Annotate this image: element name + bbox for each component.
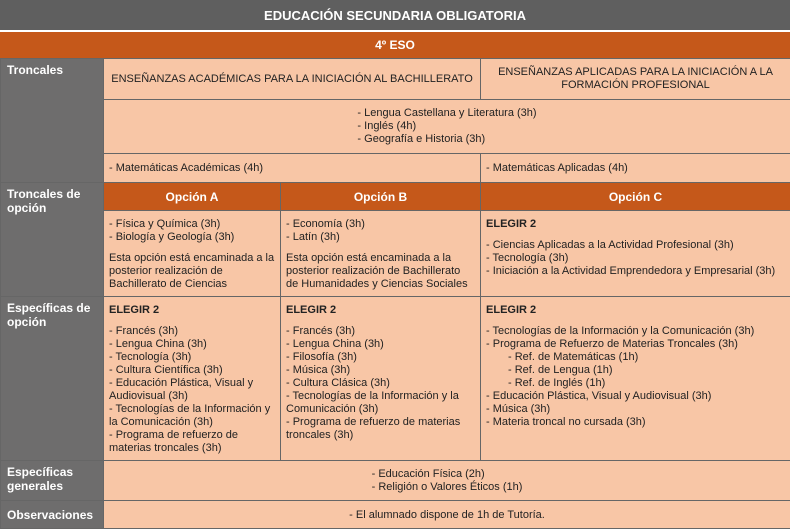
row-label-troncales: Troncales [1, 59, 104, 183]
list-item: - Lengua China (3h) [286, 338, 475, 351]
list-item: - Lengua China (3h) [109, 338, 275, 351]
opcion-a-header: Opción A [104, 183, 281, 211]
list-item: - Música (3h) [486, 403, 785, 416]
list-item: - Programa de refuerzo de materias troncales (3h) [109, 429, 275, 455]
list-item: - Inglés (4h) [357, 120, 536, 133]
list-item: - Economía (3h) [286, 218, 475, 231]
row-label-observaciones: Observaciones [1, 501, 104, 529]
curriculum-table [0, 58, 790, 529]
sub-list-item: - Ref. de Lengua (1h) [486, 364, 785, 377]
list-item: - Tecnología (3h) [486, 252, 785, 265]
row-label-especificas-opcion: Específicas de opción [1, 297, 104, 461]
row-label-especificas-generales: Específicas generales [1, 461, 104, 501]
especificas-generales-cell [104, 461, 790, 501]
list-item: - Iniciación a la Actividad Emprendedora y Empresarial (3h) [486, 265, 785, 278]
list-item: - Filosofía (3h) [286, 351, 475, 364]
list-item: - Latín (3h) [286, 231, 475, 244]
elegir-label: ELEGIR 2 [486, 218, 785, 231]
list-item: - Tecnologías de la Información y la Comunicación (3h) [109, 403, 275, 429]
list-item: - Educación Física (2h) [372, 468, 523, 481]
sub-list-item: - Ref. de Inglés (1h) [486, 377, 785, 390]
especificas-col-a [104, 297, 281, 461]
level-header: 4º ESO [0, 32, 790, 58]
list-item: - Biología y Geología (3h) [109, 231, 275, 244]
opcion-a-note: Esta opción está encaminada a la posterior realización de Bachillerato de Ciencias [109, 252, 275, 291]
opcion-b-note: Esta opción está encaminada a la posterior realización de Bachillerato de Humanidades y Ciencias Sociales [286, 252, 475, 291]
page-title: EDUCACIÓN SECUNDARIA OBLIGATORIA [0, 0, 790, 32]
observaciones-text: - El alumnado dispone de 1h de Tutoría. [104, 501, 790, 529]
list-item: - Música (3h) [286, 364, 475, 377]
list-item: - Geografía e Historia (3h) [357, 133, 536, 146]
row-label-troncales-opcion: Troncales de opción [1, 183, 104, 297]
troncales-comunes-cell [104, 100, 790, 154]
list-item: - Francés (3h) [109, 325, 275, 338]
especificas-col-c [481, 297, 790, 461]
elegir-label: ELEGIR 2 [109, 304, 275, 317]
list-item: - Francés (3h) [286, 325, 475, 338]
troncales-comunes-list [357, 107, 536, 146]
opcion-b-header: Opción B [281, 183, 481, 211]
list-item: - Tecnologías de la Información y la Comunicación (3h) [286, 390, 475, 416]
academicas-header: ENSEÑANZAS ACADÉMICAS PARA LA INICIACIÓN AL BACHILLERATO [104, 59, 481, 100]
opcion-b-cell [281, 211, 481, 297]
list-item: - Tecnología (3h) [109, 351, 275, 364]
mat-aplicadas: - Matemáticas Aplicadas (4h) [481, 154, 790, 183]
list-item: - Programa de refuerzo de materias troncales (3h) [286, 416, 475, 442]
list-item: - Ciencias Aplicadas a la Actividad Profesional (3h) [486, 239, 785, 252]
list-item: - Educación Plástica, Visual y Audiovisual (3h) [486, 390, 785, 403]
especificas-generales-list [372, 468, 523, 494]
especificas-col-b [281, 297, 481, 461]
list-item: - Materia troncal no cursada (3h) [486, 416, 785, 429]
list-item: - Programa de Refuerzo de Materias Troncales (3h) [486, 338, 785, 351]
list-item: - Cultura Científica (3h) [109, 364, 275, 377]
opcion-a-cell [104, 211, 281, 297]
list-item: - Religión o Valores Éticos (1h) [372, 481, 523, 494]
aplicadas-header: ENSEÑANZAS APLICADAS PARA LA INICIACIÓN A LA FORMACIÓN PROFESIONAL [481, 59, 790, 100]
mat-academicas: - Matemáticas Académicas (4h) [104, 154, 481, 183]
elegir-label: ELEGIR 2 [486, 304, 785, 317]
list-item: - Lengua Castellana y Literatura (3h) [357, 107, 536, 120]
opcion-c-cell [481, 211, 790, 297]
opcion-c-header: Opción C [481, 183, 790, 211]
list-item: - Tecnologías de la Información y la Comunicación (3h) [486, 325, 785, 338]
list-item: - Física y Química (3h) [109, 218, 275, 231]
list-item: - Educación Plástica, Visual y Audiovisual (3h) [109, 377, 275, 403]
elegir-label: ELEGIR 2 [286, 304, 475, 317]
list-item: - Cultura Clásica (3h) [286, 377, 475, 390]
sub-list-item: - Ref. de Matemáticas (1h) [486, 351, 785, 364]
